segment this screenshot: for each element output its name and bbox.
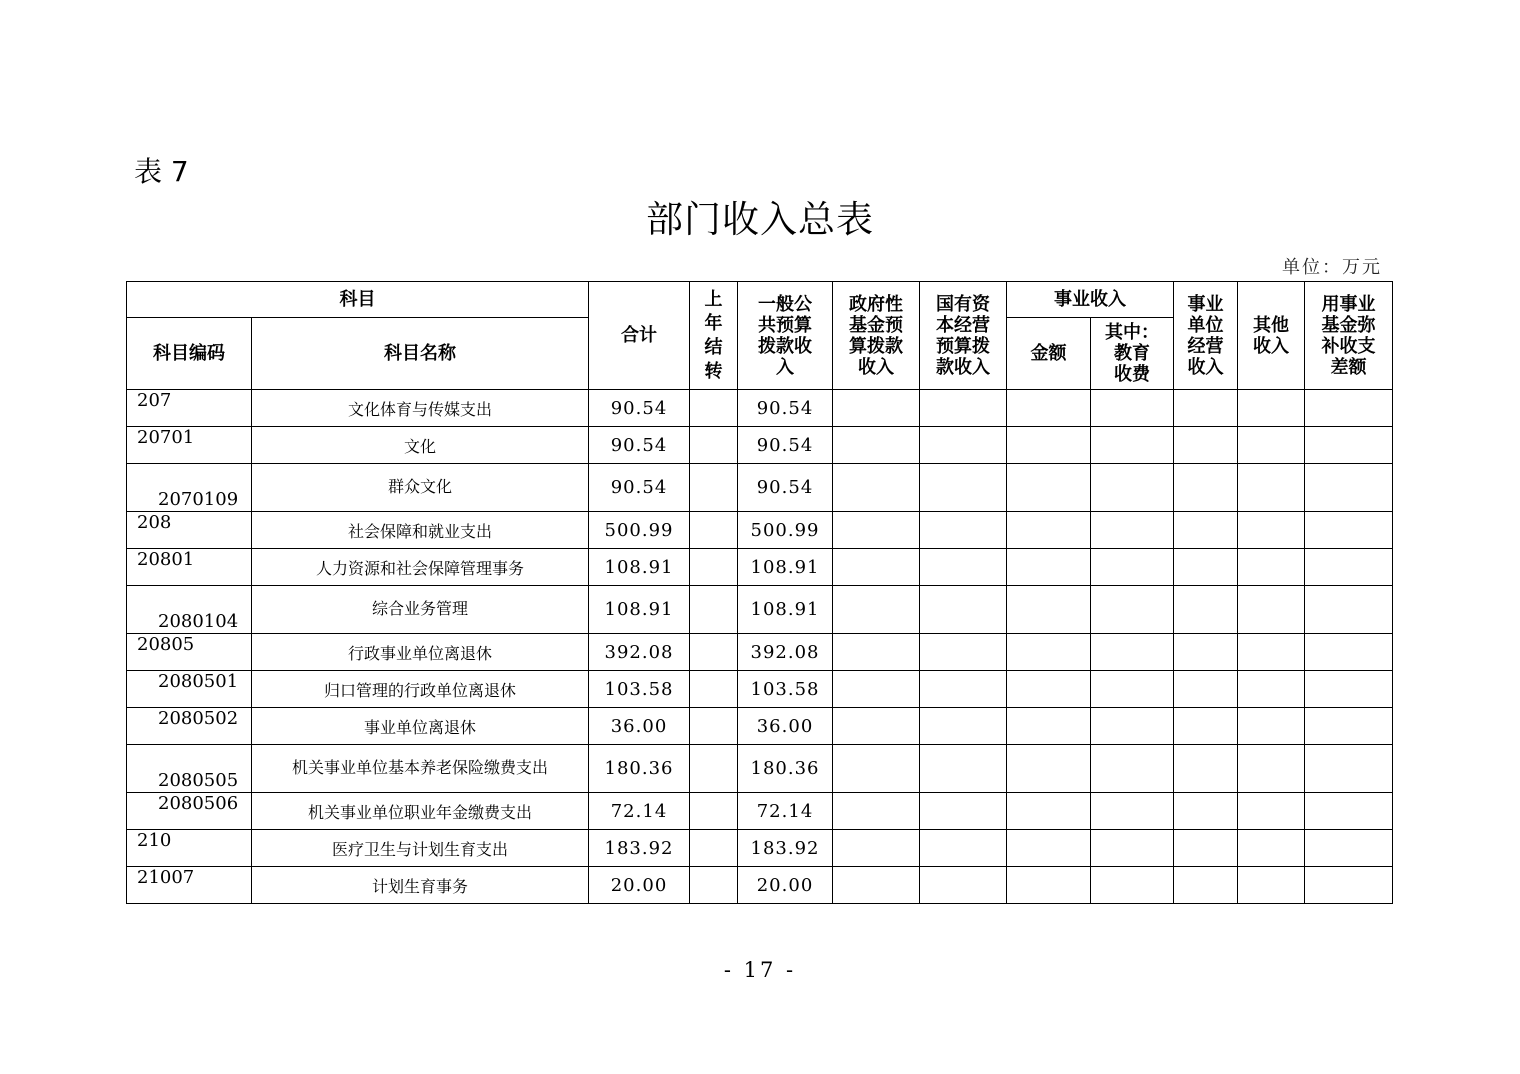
- table-row: [127, 745, 1393, 793]
- institution-education-fees-value: [1091, 708, 1174, 745]
- institution-education-fees-value: [1091, 793, 1174, 830]
- government-fund-value: [833, 549, 920, 586]
- total-value: 392.08: [589, 634, 690, 671]
- prior-year-carryover-value: [690, 634, 738, 671]
- table-row: [127, 671, 1393, 708]
- general-public-budget-value: 180.36: [738, 745, 833, 793]
- header-subject-name: 科目名称: [252, 318, 589, 390]
- institution-amount-value: [1007, 671, 1091, 708]
- institution-education-fees-value: [1091, 671, 1174, 708]
- total-value: 90.54: [589, 464, 690, 512]
- institution-amount-value: [1007, 549, 1091, 586]
- institution-education-fees-value: [1091, 512, 1174, 549]
- table-row: [127, 708, 1393, 745]
- subject-code: 207: [127, 390, 252, 427]
- subject-code: 20805: [127, 634, 252, 671]
- table-body: [127, 390, 1393, 904]
- other-income-value: [1238, 427, 1305, 464]
- other-income-value: [1238, 830, 1305, 867]
- total-value: 108.91: [589, 586, 690, 634]
- table-label: 表 7: [134, 155, 189, 188]
- government-fund-value: [833, 830, 920, 867]
- header-fund-balance: 用事业 基金弥 补收支 差额: [1305, 282, 1393, 390]
- other-income-value: [1238, 745, 1305, 793]
- header-government-fund: 政府性 基金预 算拨款 收入: [833, 282, 920, 390]
- total-value: 108.91: [589, 549, 690, 586]
- prior-year-carryover-value: [690, 830, 738, 867]
- subject-name: 计划生育事务: [252, 867, 589, 904]
- fund-balance-value: [1305, 708, 1393, 745]
- subject-code: 2080506: [127, 793, 252, 830]
- fund-balance-value: [1305, 745, 1393, 793]
- government-fund-value: [833, 745, 920, 793]
- business-income-value: [1174, 867, 1238, 904]
- subject-code: 2080501: [127, 671, 252, 708]
- fund-balance-value: [1305, 549, 1393, 586]
- other-income-value: [1238, 586, 1305, 634]
- business-income-value: [1174, 512, 1238, 549]
- government-fund-value: [833, 671, 920, 708]
- business-income-value: [1174, 671, 1238, 708]
- table-row: [127, 867, 1393, 904]
- institution-amount-value: [1007, 427, 1091, 464]
- state-capital-value: [920, 671, 1007, 708]
- fund-balance-value: [1305, 512, 1393, 549]
- institution-education-fees-value: [1091, 464, 1174, 512]
- general-public-budget-value: 103.58: [738, 671, 833, 708]
- table-row: [127, 512, 1393, 549]
- header-prior-year-carryover: 上 年 结 转: [690, 282, 738, 390]
- business-income-value: [1174, 427, 1238, 464]
- general-public-budget-value: 108.91: [738, 586, 833, 634]
- table-row: [127, 390, 1393, 427]
- business-income-value: [1174, 634, 1238, 671]
- prior-year-carryover-value: [690, 793, 738, 830]
- table-row: [127, 830, 1393, 867]
- total-value: 90.54: [589, 390, 690, 427]
- other-income-value: [1238, 634, 1305, 671]
- header-business-income: 事业 单位 经营 收入: [1174, 282, 1238, 390]
- general-public-budget-value: 392.08: [738, 634, 833, 671]
- state-capital-value: [920, 793, 1007, 830]
- state-capital-value: [920, 867, 1007, 904]
- fund-balance-value: [1305, 464, 1393, 512]
- institution-amount-value: [1007, 464, 1091, 512]
- other-income-value: [1238, 867, 1305, 904]
- subject-code: 2080502: [127, 708, 252, 745]
- government-fund-value: [833, 793, 920, 830]
- general-public-budget-value: 36.00: [738, 708, 833, 745]
- state-capital-value: [920, 390, 1007, 427]
- other-income-value: [1238, 549, 1305, 586]
- subject-name: 人力资源和社会保障管理事务: [252, 549, 589, 586]
- other-income-value: [1238, 671, 1305, 708]
- fund-balance-value: [1305, 830, 1393, 867]
- general-public-budget-value: 500.99: [738, 512, 833, 549]
- general-public-budget-value: 108.91: [738, 549, 833, 586]
- subject-name: 医疗卫生与计划生育支出: [252, 830, 589, 867]
- subject-code: 210: [127, 830, 252, 867]
- prior-year-carryover-value: [690, 745, 738, 793]
- institution-amount-value: [1007, 634, 1091, 671]
- subject-name: 归口管理的行政单位离退休: [252, 671, 589, 708]
- state-capital-value: [920, 830, 1007, 867]
- fund-balance-value: [1305, 793, 1393, 830]
- subject-name: 社会保障和就业支出: [252, 512, 589, 549]
- header-other-income: 其他 收入: [1238, 282, 1305, 390]
- subject-code: 2080104: [127, 586, 252, 634]
- header-total: 合计: [589, 282, 690, 390]
- fund-balance-value: [1305, 390, 1393, 427]
- other-income-value: [1238, 512, 1305, 549]
- department-income-table: [126, 281, 1393, 904]
- document-title: 部门收入总表: [646, 198, 874, 241]
- header-subject-code: 科目编码: [127, 318, 252, 390]
- other-income-value: [1238, 390, 1305, 427]
- institution-amount-value: [1007, 745, 1091, 793]
- subject-name: 群众文化: [252, 464, 589, 512]
- government-fund-value: [833, 586, 920, 634]
- subject-name: 行政事业单位离退休: [252, 634, 589, 671]
- institution-amount-value: [1007, 586, 1091, 634]
- prior-year-carryover-value: [690, 549, 738, 586]
- state-capital-value: [920, 634, 1007, 671]
- institution-education-fees-value: [1091, 586, 1174, 634]
- fund-balance-value: [1305, 427, 1393, 464]
- state-capital-value: [920, 708, 1007, 745]
- government-fund-value: [833, 867, 920, 904]
- general-public-budget-value: 20.00: [738, 867, 833, 904]
- total-value: 20.00: [589, 867, 690, 904]
- table-row: [127, 586, 1393, 634]
- business-income-value: [1174, 464, 1238, 512]
- subject-name: 事业单位离退休: [252, 708, 589, 745]
- table-row: [127, 464, 1393, 512]
- header-general-public-budget: 一般公 共预算 拨款收 入: [738, 282, 833, 390]
- general-public-budget-value: 90.54: [738, 390, 833, 427]
- header-institution-amount: 金额: [1007, 318, 1091, 390]
- government-fund-value: [833, 708, 920, 745]
- institution-education-fees-value: [1091, 830, 1174, 867]
- prior-year-carryover-value: [690, 390, 738, 427]
- fund-balance-value: [1305, 634, 1393, 671]
- other-income-value: [1238, 793, 1305, 830]
- institution-education-fees-value: [1091, 867, 1174, 904]
- subject-code: 21007: [127, 867, 252, 904]
- state-capital-value: [920, 427, 1007, 464]
- table-row: [127, 793, 1393, 830]
- subject-name: 文化体育与传媒支出: [252, 390, 589, 427]
- business-income-value: [1174, 745, 1238, 793]
- prior-year-carryover-value: [690, 671, 738, 708]
- general-public-budget-value: 72.14: [738, 793, 833, 830]
- subject-code: 208: [127, 512, 252, 549]
- institution-amount-value: [1007, 512, 1091, 549]
- subject-name: 机关事业单位基本养老保险缴费支出: [252, 745, 589, 793]
- total-value: 36.00: [589, 708, 690, 745]
- header-institution-income: 事业收入: [1007, 282, 1174, 318]
- government-fund-value: [833, 464, 920, 512]
- subject-code: 2070109: [127, 464, 252, 512]
- table-header: [127, 282, 1393, 390]
- prior-year-carryover-value: [690, 512, 738, 549]
- prior-year-carryover-value: [690, 464, 738, 512]
- total-value: 90.54: [589, 427, 690, 464]
- subject-code: 20801: [127, 549, 252, 586]
- business-income-value: [1174, 586, 1238, 634]
- subject-name: 文化: [252, 427, 589, 464]
- unit-label: 单位：万元: [1282, 257, 1382, 278]
- business-income-value: [1174, 708, 1238, 745]
- institution-education-fees-value: [1091, 634, 1174, 671]
- government-fund-value: [833, 390, 920, 427]
- prior-year-carryover-value: [690, 867, 738, 904]
- table-row: [127, 634, 1393, 671]
- total-value: 183.92: [589, 830, 690, 867]
- government-fund-value: [833, 512, 920, 549]
- institution-amount-value: [1007, 793, 1091, 830]
- table-row: [127, 549, 1393, 586]
- table-row: [127, 427, 1393, 464]
- general-public-budget-value: 90.54: [738, 427, 833, 464]
- subject-code: 2080505: [127, 745, 252, 793]
- state-capital-value: [920, 464, 1007, 512]
- business-income-value: [1174, 390, 1238, 427]
- prior-year-carryover-value: [690, 427, 738, 464]
- institution-amount-value: [1007, 830, 1091, 867]
- header-institution-education-fees: 其中： 教育 收费: [1091, 318, 1174, 390]
- institution-amount-value: [1007, 708, 1091, 745]
- state-capital-value: [920, 512, 1007, 549]
- subject-code: 20701: [127, 427, 252, 464]
- general-public-budget-value: 183.92: [738, 830, 833, 867]
- subject-name: 机关事业单位职业年金缴费支出: [252, 793, 589, 830]
- state-capital-value: [920, 745, 1007, 793]
- header-state-capital: 国有资 本经营 预算拨 款收入: [920, 282, 1007, 390]
- prior-year-carryover-value: [690, 708, 738, 745]
- institution-amount-value: [1007, 867, 1091, 904]
- total-value: 72.14: [589, 793, 690, 830]
- business-income-value: [1174, 549, 1238, 586]
- institution-education-fees-value: [1091, 427, 1174, 464]
- institution-amount-value: [1007, 390, 1091, 427]
- fund-balance-value: [1305, 586, 1393, 634]
- total-value: 103.58: [589, 671, 690, 708]
- business-income-value: [1174, 830, 1238, 867]
- subject-name: 综合业务管理: [252, 586, 589, 634]
- total-value: 500.99: [589, 512, 690, 549]
- state-capital-value: [920, 586, 1007, 634]
- institution-education-fees-value: [1091, 390, 1174, 427]
- state-capital-value: [920, 549, 1007, 586]
- other-income-value: [1238, 708, 1305, 745]
- prior-year-carryover-value: [690, 586, 738, 634]
- government-fund-value: [833, 427, 920, 464]
- institution-education-fees-value: [1091, 549, 1174, 586]
- page-number: - 17 -: [723, 958, 797, 982]
- general-public-budget-value: 90.54: [738, 464, 833, 512]
- fund-balance-value: [1305, 671, 1393, 708]
- header-subject-group: 科目: [127, 282, 589, 318]
- other-income-value: [1238, 464, 1305, 512]
- government-fund-value: [833, 634, 920, 671]
- business-income-value: [1174, 793, 1238, 830]
- institution-education-fees-value: [1091, 745, 1174, 793]
- total-value: 180.36: [589, 745, 690, 793]
- fund-balance-value: [1305, 867, 1393, 904]
